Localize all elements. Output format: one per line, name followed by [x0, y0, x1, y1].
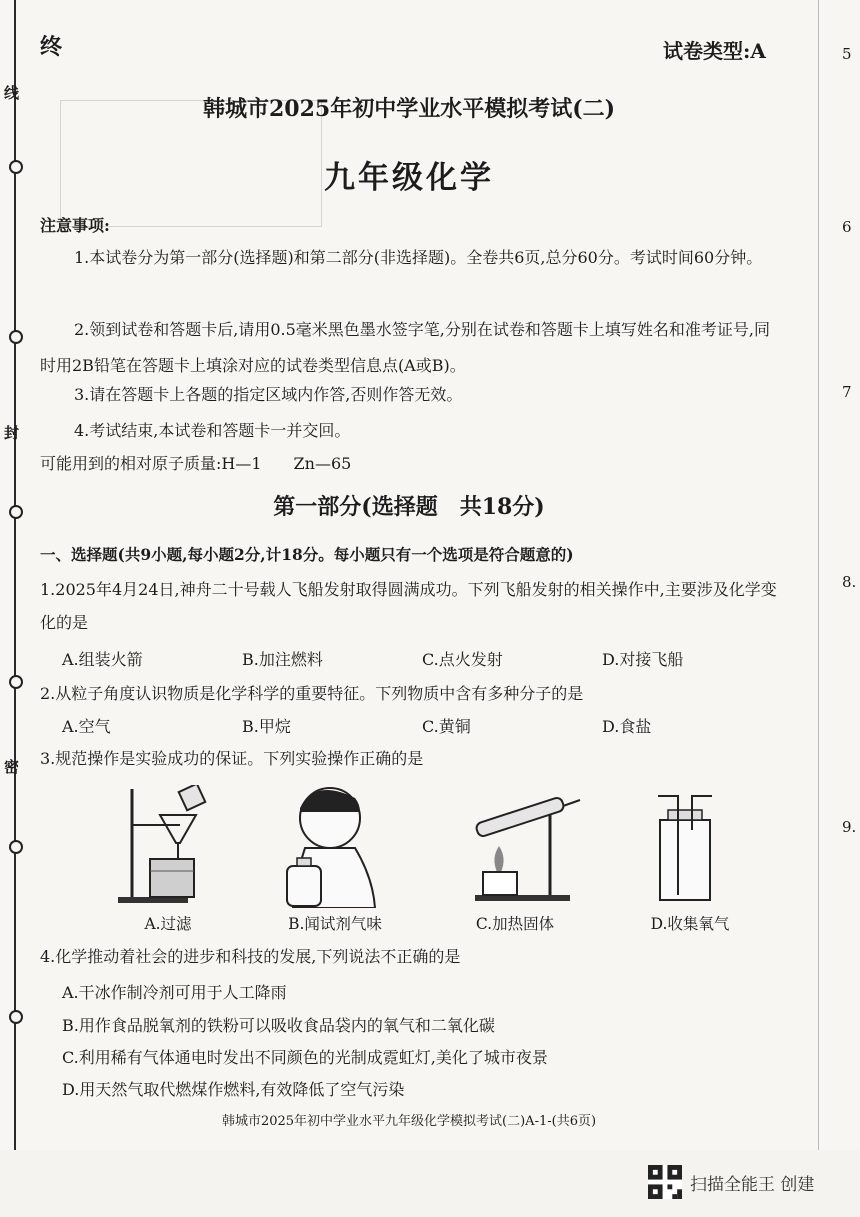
scanner-watermark: [648, 1165, 814, 1199]
option: D.食盐: [602, 717, 652, 736]
filtration-apparatus: [110, 785, 240, 905]
option: D.对接飞船: [602, 650, 684, 669]
figure-caption-d: D.收集氧气: [650, 915, 730, 933]
option: A.干冰作制冷剂可用于人工降雨: [62, 983, 287, 1002]
corner-tag: 终: [40, 34, 63, 60]
binding-hole: [9, 840, 23, 854]
option: B.加注燃料: [242, 650, 323, 669]
question-1-options: [62, 647, 782, 670]
page-footer: 韩城市2025年初中学业水平九年级化学模拟考试(二)A-1-(共6页): [221, 1114, 597, 1129]
binding-mark: 封: [4, 424, 20, 442]
note-item: 3.请在答题卡上各题的指定区域内作答,否则作答无效。: [74, 385, 463, 404]
option: C.黄铜: [422, 717, 471, 736]
question-4-stem: 4.化学推动着社会的进步和科技的发展,下列说法不正确的是: [40, 947, 461, 966]
binding-hole: [9, 1010, 23, 1024]
next-page-question-number: 9.: [842, 818, 857, 836]
question-1-stem: 1.2025年4月24日,神舟二十号载人飞船发射取得圆满成功。下列飞船发射的相关操作中,主要涉及化学变化的是: [40, 580, 777, 632]
option: B.甲烷: [242, 717, 291, 736]
next-page-question-number: 6: [842, 218, 852, 236]
page-edge: [818, 0, 819, 1150]
exam-subject: 九年级化学: [324, 160, 494, 196]
option: C.利用稀有气体通电时发出不同颜色的光制成霓虹灯,美化了城市夜景: [62, 1048, 548, 1067]
option: B.用作食品脱氧剂的铁粉可以吸收食品袋内的氧气和二氧化碳: [62, 1016, 495, 1035]
option: C.点火发射: [422, 650, 503, 669]
part-one-title: 第一部分(选择题 共18分): [273, 494, 545, 520]
option: D.用天然气取代燃煤作燃料,有效降低了空气污染: [62, 1080, 405, 1099]
oxygen-collection-bottle: [650, 790, 720, 905]
notes-heading: 注意事项:: [40, 216, 110, 235]
note-item: 4.考试结束,本试卷和答题卡一并交回。: [74, 421, 351, 440]
atomic-mass-line: 可能用到的相对原子质量:H—1 Zn—65: [40, 454, 352, 473]
note-item: 1.本试卷分为第一部分(选择题)和第二部分(非选择题)。全卷共6页,总分60分。考试时间60分钟。: [74, 248, 763, 267]
exam-title: 韩城市2025年初中学业水平模拟考试(二): [202, 96, 616, 122]
watermark-text: 扫描全能王 创建: [690, 1174, 815, 1195]
option: A.组装火箭: [62, 650, 143, 669]
paper-type: 试卷类型:A: [663, 39, 766, 63]
question-2-options: [62, 714, 782, 737]
next-page-question-number: 5: [842, 45, 852, 63]
next-page-question-number: 7: [842, 383, 852, 401]
figure-caption-b: B.闻试剂气味: [288, 915, 382, 933]
smelling-reagent-figure: [275, 778, 395, 908]
binding-mark: 线: [4, 84, 20, 102]
question-2-stem: 2.从粒子角度认识物质是化学科学的重要特征。下列物质中含有多种分子的是: [40, 684, 584, 703]
binding-mark: 密: [4, 758, 20, 776]
figure-caption-a: A.过滤: [144, 915, 192, 933]
section-instruction: 一、选择题(共9小题,每小题2分,计18分。每小题只有一个选项是符合题意的): [40, 545, 574, 564]
figure-caption-c: C.加热固体: [475, 915, 555, 933]
option: A.空气: [62, 717, 111, 736]
question-3-stem: 3.规范操作是实验成功的保证。下列实验操作正确的是: [40, 749, 424, 768]
binding-hole: [9, 675, 23, 689]
note-item: 2.领到试卷和答题卡后,请用0.5毫米黑色墨水签字笔,分别在试卷和答题卡上填写姓名和准考证号,同时用2B铅笔在答题卡上填涂对应的试卷类型信息点(A或B)。: [40, 320, 770, 375]
next-page-question-number: 8.: [842, 573, 857, 591]
heating-solid-apparatus: [455, 780, 585, 905]
binding-hole: [9, 330, 23, 344]
qr-code-icon: [648, 1165, 682, 1199]
